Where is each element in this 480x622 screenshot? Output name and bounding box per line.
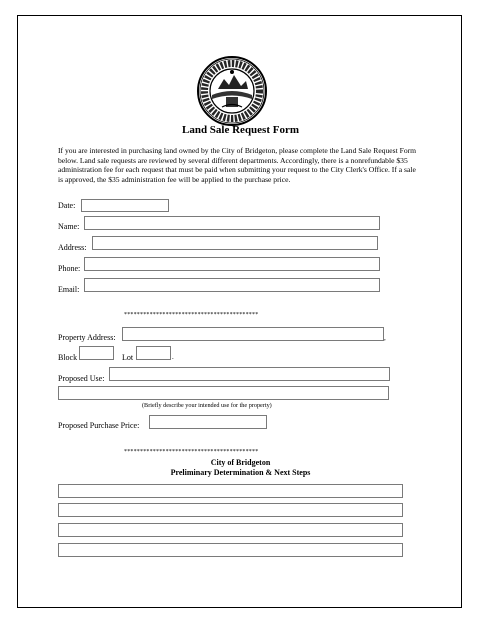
email-label: Email:: [58, 285, 80, 294]
city-section-heading: City of Bridgeton: [210, 458, 271, 467]
proposed-use-field[interactable]: [109, 367, 390, 381]
property-address-label: Property Address:: [58, 333, 116, 342]
determination-line[interactable]: [58, 543, 403, 557]
date-field[interactable]: [81, 199, 169, 212]
property-address-field[interactable]: [122, 327, 384, 341]
form-page: [17, 15, 462, 608]
determination-line[interactable]: [58, 523, 403, 537]
form-title: Land Sale Request Form: [181, 124, 300, 136]
proposed-use-continued-field[interactable]: [58, 386, 389, 400]
separator-stars: ******************************************: [124, 449, 259, 455]
date-label: Date:: [58, 201, 76, 210]
city-section-subheading: Preliminary Determination & Next Steps: [170, 468, 311, 477]
name-field[interactable]: [84, 216, 380, 230]
email-field[interactable]: [84, 278, 380, 292]
proposed-use-label: Proposed Use:: [58, 374, 105, 383]
block-label: Block: [58, 353, 78, 362]
phone-label: Phone:: [58, 264, 81, 273]
form-intro: If you are interested in purchasing land owned by the City of Bridgeton, please complete the Land Sale Request Form below. Land sale requests are reviewed by several different departments. Accordingly, there is a nonrefundable $35 administration fee for each request that must be paid when submitting your request to the City Clerk's Office. If a sale is approved, the $35 administration fee will be applied to the purchase price.: [58, 146, 417, 185]
determination-line[interactable]: [58, 484, 403, 498]
trailing-period: .: [172, 353, 174, 361]
proposed-price-field[interactable]: [149, 415, 267, 429]
address-field[interactable]: [92, 236, 378, 250]
name-label: Name:: [58, 222, 80, 231]
city-seal-icon: [196, 55, 268, 127]
lot-field[interactable]: [136, 346, 171, 360]
proposed-price-label: Proposed Purchase Price:: [58, 421, 140, 430]
separator-stars: ******************************************: [124, 312, 259, 318]
address-label: Address:: [58, 243, 87, 252]
lot-label: Lot: [122, 353, 134, 362]
block-field[interactable]: [79, 346, 114, 360]
trailing-comma: ,: [384, 334, 386, 342]
phone-field[interactable]: [84, 257, 380, 271]
proposed-use-hint: (Briefly describe your intended use for the property): [142, 402, 272, 409]
determination-line[interactable]: [58, 503, 403, 517]
